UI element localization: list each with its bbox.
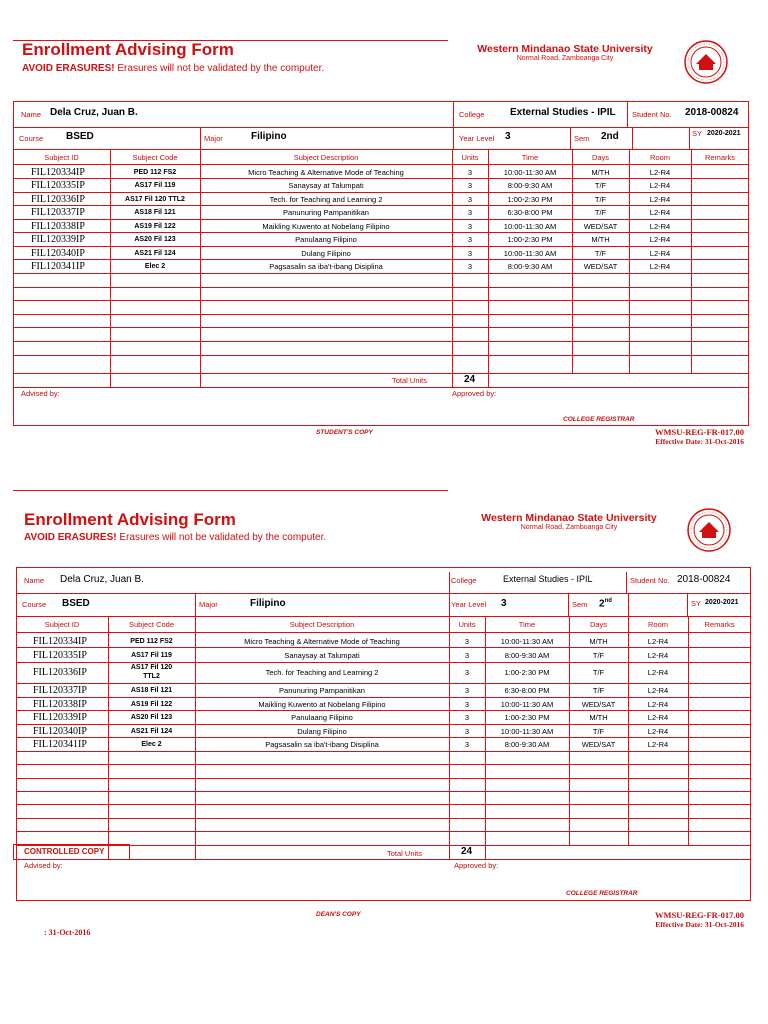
- units: 3: [464, 727, 470, 736]
- approved-by-label: Approved by:: [454, 861, 499, 870]
- table-row: [0, 206, 768, 219]
- col-subject-id: Subject ID: [44, 153, 79, 162]
- approved-by-label: Approved by:: [452, 389, 497, 398]
- form-title: Enrollment Advising Form: [24, 510, 236, 529]
- room: L2-R4: [647, 713, 669, 722]
- subject-id: FIL120339IP: [31, 234, 85, 245]
- room: L2-R4: [649, 222, 671, 231]
- total-units-value: 24: [461, 846, 473, 857]
- subject-id: FIL120334IP: [33, 636, 87, 647]
- subject-description: Maikling Kuwento at Nobelang Filipino: [258, 700, 386, 709]
- time: 8:00-9:30 AM: [504, 651, 550, 660]
- rule: [16, 616, 751, 617]
- table-row: [0, 649, 768, 662]
- table-row: [0, 179, 768, 192]
- rule: [16, 818, 751, 819]
- form-number: WMSU-REG-FR-017.00: [654, 427, 744, 437]
- table-row: [0, 247, 768, 260]
- rule: [16, 778, 751, 779]
- form-number: WMSU-REG-FR-017.00: [654, 910, 744, 920]
- effective-date: Effective Date: 31-Oct-2016: [655, 437, 744, 446]
- university-address: Normal Road, Zamboanga City: [520, 524, 618, 531]
- col-subject-code: Subject Code: [128, 620, 175, 629]
- rule: [626, 572, 627, 593]
- rule: [195, 593, 196, 616]
- units: 3: [464, 686, 470, 695]
- students-copy-form: [0, 0, 768, 460]
- subject-code: AS17 Fil 119: [134, 182, 176, 189]
- sy-value: 2020-2021: [707, 130, 741, 137]
- subject-description: Micro Teaching & Alternative Mode of Teaching: [244, 637, 400, 646]
- room: L2-R4: [647, 651, 669, 660]
- subject-description: Sanaysay at Talumpati: [288, 181, 364, 190]
- col-subject-id: Subject ID: [44, 620, 80, 629]
- sem-label: Sem: [572, 600, 588, 609]
- subject-code: AS19 Fil 122: [134, 223, 176, 230]
- table-row: [0, 698, 768, 711]
- subject-id: FIL120336IP: [33, 667, 87, 678]
- deans-copy-form: [0, 486, 768, 946]
- subject-code-line2: TTL2: [143, 673, 160, 680]
- avoid-erasures-bold: AVOID ERASURES!: [22, 63, 115, 74]
- room: L2-R4: [647, 637, 669, 646]
- subject-code: AS21 Fil 124: [130, 728, 173, 735]
- time: 1:00-2:30 PM: [504, 668, 550, 677]
- rule: [13, 355, 749, 356]
- name-label: Name: [24, 576, 45, 585]
- sem-label: Sem: [574, 134, 590, 143]
- days: T/F: [592, 668, 605, 677]
- time: 10:00-11:30 AM: [503, 168, 557, 177]
- table-row: [0, 193, 768, 206]
- effective-date: Effective Date: 31-Oct-2016: [655, 920, 744, 929]
- time: 10:00-11:30 AM: [503, 249, 557, 258]
- subject-code: AS21 Fil 124: [134, 250, 176, 257]
- units: 3: [464, 713, 470, 722]
- col-subject-description: Subject Description: [293, 153, 359, 162]
- rule: [16, 751, 751, 752]
- university-block: [464, 512, 674, 531]
- subject-description: Panulaang Filipino: [291, 713, 353, 722]
- rule: [16, 764, 751, 765]
- subject-id: FIL120340IP: [33, 726, 87, 737]
- room: L2-R4: [647, 700, 669, 709]
- subject-code: AS17 Fil 120 TTL2: [125, 196, 185, 203]
- table-row: [0, 666, 768, 679]
- days: M/TH: [591, 235, 610, 244]
- days: M/TH: [589, 637, 608, 646]
- year-level-value: 3: [501, 598, 507, 609]
- days: T/F: [594, 181, 607, 190]
- university-block: [460, 43, 670, 62]
- sem-number: 2: [599, 598, 605, 610]
- units: 3: [464, 740, 470, 749]
- controlled-copy-stamp: CONTROLLED COPY: [13, 844, 130, 860]
- col-time: Time: [521, 153, 539, 162]
- student-name: Dela Cruz, Juan B.: [60, 574, 144, 585]
- table-row: [0, 711, 768, 724]
- subject-code: Elec 2: [141, 741, 162, 748]
- table-row: [0, 166, 768, 179]
- time: 10:00-11:30 AM: [503, 222, 557, 231]
- college-label: College: [459, 110, 485, 119]
- subject-id: FIL120340IP: [31, 248, 85, 259]
- col-subject-description: Subject Description: [289, 620, 355, 629]
- subject-id: FIL120334IP: [31, 167, 85, 178]
- subject-code: PED 112 FS2: [130, 638, 173, 645]
- rule: [13, 387, 749, 388]
- rule: [627, 101, 628, 127]
- subject-id: FIL120339IP: [33, 712, 87, 723]
- subject-description: Panunuring Pampanitikan: [279, 686, 365, 695]
- units: 3: [464, 700, 470, 709]
- student-no-label: Student No.: [630, 576, 670, 585]
- avoid-erasures-note: [22, 63, 324, 74]
- subject-description: Micro Teaching & Alternative Mode of Teaching: [248, 168, 404, 177]
- col-room: Room: [649, 153, 670, 162]
- major-label: Major: [204, 134, 223, 143]
- subject-description: Dulang Filipino: [297, 727, 347, 736]
- rule: [16, 791, 751, 792]
- room: L2-R4: [647, 668, 669, 677]
- time: 1:00-2:30 PM: [504, 713, 550, 722]
- col-units: Units: [458, 620, 476, 629]
- days: T/F: [594, 195, 607, 204]
- subject-code: PED 112 FS2: [133, 169, 177, 176]
- units: 3: [464, 651, 470, 660]
- table-row: [0, 233, 768, 246]
- subject-id: FIL120341IP: [33, 739, 87, 750]
- subject-code: AS18 Fil 121: [134, 209, 176, 216]
- table-row: [0, 260, 768, 273]
- days: T/F: [592, 727, 605, 736]
- name-label: Name: [21, 110, 42, 119]
- time: 1:00-2:30 PM: [507, 195, 553, 204]
- year-level-label: Year Level: [451, 600, 487, 609]
- units: 3: [467, 181, 473, 190]
- subject-code: [108, 663, 195, 681]
- time: 6:30-8:00 PM: [504, 686, 550, 695]
- college-value: External Studies - IPIL: [510, 107, 616, 118]
- time: 8:00-9:30 AM: [504, 740, 550, 749]
- days: WED/SAT: [581, 740, 616, 749]
- rule: [200, 127, 201, 149]
- col-days: Days: [591, 153, 610, 162]
- table-row: [0, 684, 768, 697]
- subject-id: FIL120337IP: [31, 207, 85, 218]
- rule: [16, 804, 751, 805]
- rule: [13, 164, 749, 165]
- rule: [568, 593, 569, 616]
- college-label: College: [451, 576, 477, 585]
- rule: [16, 632, 751, 633]
- col-remarks: Remarks: [704, 620, 735, 629]
- days: WED/SAT: [583, 222, 618, 231]
- student-no-label: Student No.: [632, 110, 672, 119]
- university-address: Normal Road, Zamboanga City: [516, 55, 614, 62]
- days: M/TH: [589, 713, 608, 722]
- units: 3: [467, 208, 473, 217]
- subject-description: Tech. for Teaching and Learning 2: [269, 195, 383, 204]
- room: L2-R4: [647, 727, 669, 736]
- major-value: Filipino: [250, 598, 286, 609]
- time: 10:00-11:30 AM: [500, 727, 554, 736]
- total-units-label: Total Units: [387, 849, 423, 858]
- days: T/F: [594, 249, 607, 258]
- units: 3: [467, 262, 473, 271]
- time: 8:00-9:30 AM: [507, 181, 553, 190]
- rule: [16, 831, 751, 832]
- subject-description: Dulang Filipino: [301, 249, 351, 258]
- subject-description: Panulaang Filipino: [295, 235, 357, 244]
- room: L2-R4: [649, 168, 671, 177]
- time: 6:30-8:00 PM: [507, 208, 553, 217]
- rule: [13, 341, 749, 342]
- course-label: Course: [22, 600, 47, 609]
- time: 10:00-11:30 AM: [500, 637, 554, 646]
- room: L2-R4: [649, 235, 671, 244]
- year-level-label: Year Level: [459, 134, 495, 143]
- days: WED/SAT: [583, 262, 618, 271]
- rule: [13, 273, 749, 274]
- college-value: External Studies - IPIL: [503, 574, 593, 584]
- days: M/TH: [591, 168, 610, 177]
- total-units-label: Total Units: [392, 376, 428, 385]
- rule: [13, 300, 749, 301]
- major-value: Filipino: [251, 131, 287, 142]
- table-row: [0, 635, 768, 648]
- subject-id: FIL120338IP: [33, 699, 87, 710]
- subject-description: Pagsasalin sa iba't-ibang Disiplina: [265, 740, 379, 749]
- rule: [13, 149, 749, 150]
- rule: [16, 593, 751, 594]
- time: 1:00-2:30 PM: [507, 235, 553, 244]
- total-units-value: 24: [464, 374, 476, 385]
- avoid-erasures-note: [24, 532, 326, 543]
- room: L2-R4: [649, 195, 671, 204]
- subject-code: AS20 Fil 123: [130, 714, 173, 721]
- subject-id: FIL120341IP: [31, 261, 85, 272]
- days: T/F: [592, 686, 605, 695]
- rule: [449, 572, 450, 616]
- units: 3: [467, 249, 473, 258]
- col-room: Room: [647, 620, 668, 629]
- col-subject-code: Subject Code: [132, 153, 178, 162]
- table-row: [0, 220, 768, 233]
- units: 3: [467, 235, 473, 244]
- rule: [13, 314, 749, 315]
- subject-id: FIL120336IP: [31, 194, 85, 205]
- table-row: [0, 725, 768, 738]
- university-seal-icon: [684, 40, 728, 84]
- days: WED/SAT: [581, 700, 616, 709]
- student-name: Dela Cruz, Juan B.: [50, 107, 138, 118]
- units: 3: [467, 222, 473, 231]
- rule: [628, 593, 629, 616]
- copy-label: STUDENT'S COPY: [316, 429, 373, 436]
- course-value: BSED: [66, 131, 94, 142]
- title-top-rule: [13, 490, 448, 491]
- subject-code-line1: AS17 Fil 120: [130, 664, 173, 671]
- sem-value: 2nd: [601, 131, 619, 142]
- copy-label: DEAN'S COPY: [316, 911, 361, 918]
- year-level-value: 3: [505, 131, 511, 142]
- subject-id: FIL120335IP: [33, 650, 87, 661]
- subject-code: AS20 Fil 123: [134, 236, 176, 243]
- days: T/F: [592, 651, 605, 660]
- subject-description: Panunuring Pampanitikan: [283, 208, 369, 217]
- room: L2-R4: [649, 262, 671, 271]
- units: 3: [467, 195, 473, 204]
- col-units: Units: [461, 153, 479, 162]
- room: L2-R4: [649, 249, 671, 258]
- course-label: Course: [19, 134, 44, 143]
- col-remarks: Remarks: [704, 153, 735, 162]
- student-no-value: 2018-00824: [677, 574, 731, 585]
- room: L2-R4: [647, 686, 669, 695]
- sy-label: SY: [692, 129, 703, 138]
- rule: [13, 287, 749, 288]
- rule: [13, 327, 749, 328]
- units: 3: [464, 637, 470, 646]
- subject-description: Maikling Kuwento at Nobelang Filipino: [262, 222, 390, 231]
- major-label: Major: [199, 600, 218, 609]
- subject-description: Sanaysay at Talumpati: [284, 651, 360, 660]
- avoid-erasures-bold: AVOID ERASURES!: [24, 532, 117, 543]
- days: T/F: [594, 208, 607, 217]
- col-days: Days: [589, 620, 608, 629]
- sy-value: 2020-2021: [705, 599, 739, 606]
- units: 3: [467, 168, 473, 177]
- form-title: Enrollment Advising Form: [22, 40, 234, 59]
- university-name: Western Mindanao State University: [477, 43, 653, 55]
- subject-id: FIL120338IP: [31, 221, 85, 232]
- subject-code: AS19 Fil 122: [130, 701, 173, 708]
- form-number-block: [626, 910, 744, 929]
- rule: [632, 127, 633, 149]
- sem-value: [599, 598, 612, 609]
- sy-label: SY: [691, 599, 702, 608]
- sem-suffix: nd: [604, 598, 612, 604]
- subject-description: Pagsasalin sa iba't-ibang Disiplina: [269, 262, 383, 271]
- avoid-erasures-text: Erasures will not be validated by the computer.: [116, 532, 327, 543]
- units: 3: [464, 668, 470, 677]
- advised-by-label: Advised by:: [24, 861, 63, 870]
- college-registrar-label: COLLEGE REGISTRAR: [563, 416, 635, 423]
- college-registrar-label: COLLEGE REGISTRAR: [566, 890, 638, 897]
- time: 10:00-11:30 AM: [500, 700, 554, 709]
- stray-date: : 31-Oct-2016: [44, 928, 91, 937]
- rule: [13, 127, 749, 128]
- table-row: [0, 738, 768, 751]
- advised-by-label: Advised by:: [21, 389, 60, 398]
- rule: [689, 127, 690, 149]
- university-name: Western Mindanao State University: [481, 512, 657, 524]
- course-value: BSED: [62, 598, 90, 609]
- subject-code: Elec 2: [144, 263, 166, 270]
- time: 8:00-9:30 AM: [507, 262, 553, 271]
- room: L2-R4: [647, 740, 669, 749]
- form-number-block: [626, 427, 744, 446]
- subject-id: FIL120337IP: [33, 685, 87, 696]
- subject-code: AS18 Fil 121: [130, 687, 173, 694]
- room: L2-R4: [649, 181, 671, 190]
- rule: [687, 593, 688, 616]
- subject-id: FIL120335IP: [31, 180, 85, 191]
- rule: [570, 127, 571, 149]
- room: L2-R4: [649, 208, 671, 217]
- subject-description: Tech. for Teaching and Learning 2: [265, 668, 379, 677]
- col-time: Time: [518, 620, 536, 629]
- university-seal-icon: [687, 508, 731, 552]
- avoid-erasures-text: Erasures will not be validated by the computer.: [114, 63, 325, 74]
- subject-code: AS17 Fil 119: [131, 652, 172, 659]
- student-no-value: 2018-00824: [685, 107, 739, 118]
- rule: [13, 373, 749, 374]
- rule: [453, 101, 454, 149]
